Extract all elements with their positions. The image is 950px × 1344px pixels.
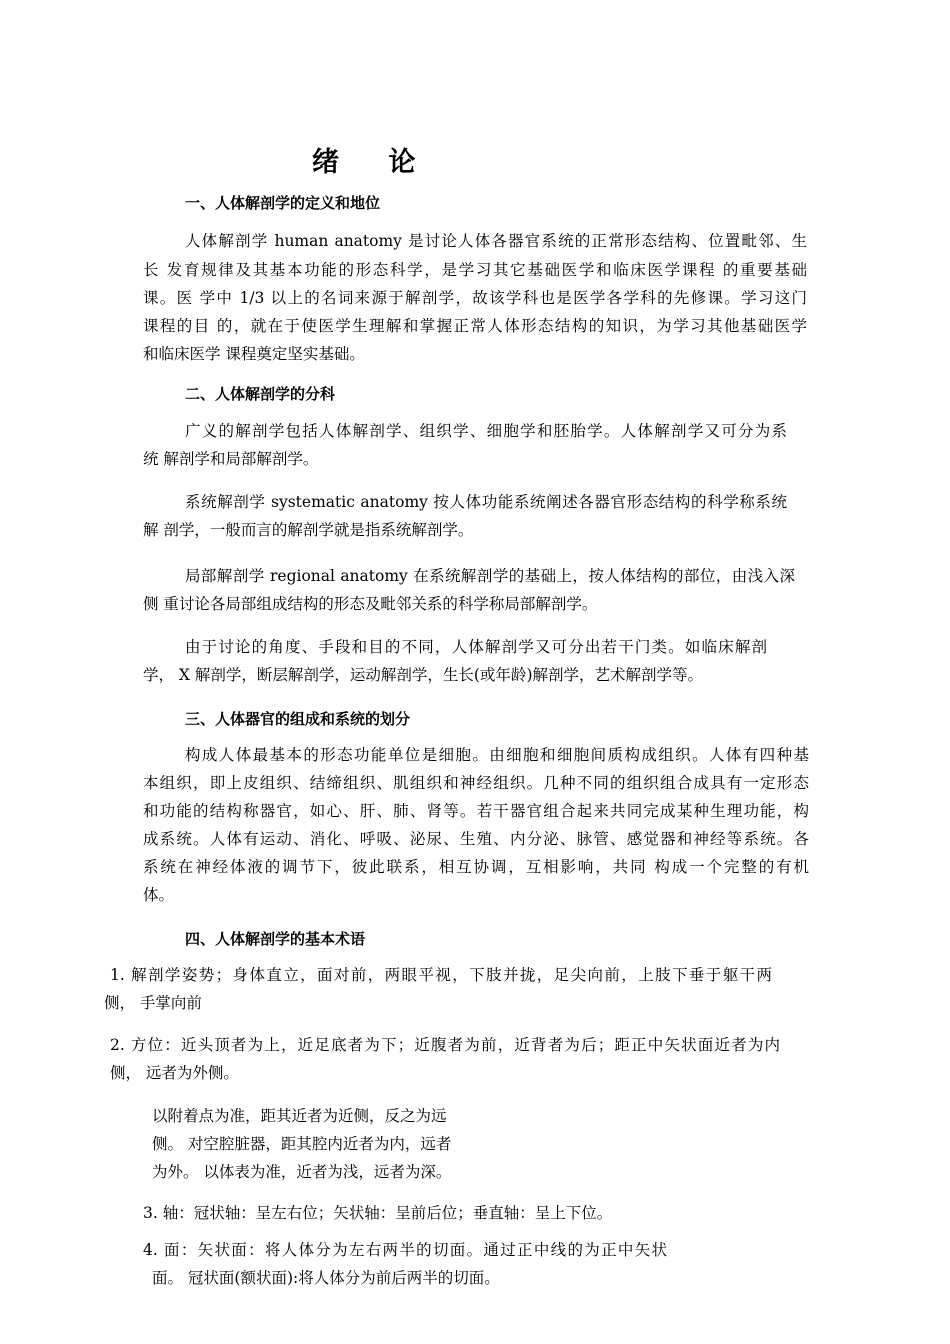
s2-p1-line-1: 广义的解剖学包括人体解剖学、组织学、细胞学和胚胎学。人体解剖学又可分为系: [185, 422, 787, 440]
term-2b-line-3: 为外。 以体表为准，近者为浅，远者为深。: [152, 1163, 452, 1181]
s2-p1-line-2: 统 解剖学和局部解剖学。: [143, 450, 319, 468]
term-2b-line-1: 以附着点为准，距其近者为近侧，反之为远: [152, 1107, 447, 1125]
s3-line-6: 体。: [143, 886, 175, 904]
section-heading-3: 三、人体器官的组成和系统的划分: [185, 710, 411, 728]
term-2-line-1: 2. 方位：近头顶者为上，近足底者为下；近腹者为前，近背者为后；距正中矢状面近者为内: [110, 1036, 780, 1054]
s3-line-5: 系统在神经体液的调节下，彼此联系，相互协调，互相影响，共同 构成一个完整的有机: [143, 858, 809, 876]
section-heading-1: 一、人体解剖学的定义和地位: [185, 194, 381, 212]
term-1-line-1: 1. 解剖学姿势；身体直立，面对前，两眼平视，下肢并拢，足尖向前，上肢下垂于躯干两: [110, 966, 772, 984]
s1-line-1: 人体解剖学 human anatomy 是讨论人体各器官系统的正常形态结构、位置毗邻、生: [185, 232, 807, 250]
term-3: 3. 轴：冠状轴：呈左右位；矢状轴：呈前后位；垂直轴：呈上下位。: [143, 1204, 613, 1222]
term-4-line-2: 面。 冠状面(额状面):将人体分为前后两半的切面。: [152, 1269, 500, 1287]
s2-p3-line-1: 局部解剖学 regional anatomy 在系统解剖学的基础上，按人体结构的部位，由浅入深: [185, 567, 795, 585]
s2-p4-line-1: 由于讨论的角度、手段和目的不同，人体解剖学又可分出若干门类。如临床解剖: [185, 638, 767, 656]
s2-p2-line-2: 解 剖学，一般而言的解剖学就是指系统解剖学。: [143, 521, 474, 539]
section-heading-4: 四、人体解剖学的基本术语: [185, 930, 366, 948]
s1-line-5: 和临床医学 课程奠定坚实基础。: [143, 345, 365, 363]
term-2b-line-2: 侧。 对空腔脏器，距其腔内近者为内，远者: [152, 1135, 452, 1153]
page-title: 绪 论: [312, 147, 436, 178]
s1-line-4: 课程的目 的，就在于使医学生理解和掌握正常人体形态结构的知识，为学习其他基础医学: [143, 317, 807, 335]
s3-line-2: 本组织，即上皮组织、结缔组织、肌组织和神经组织。几种不同的组织组合成具有一定形态: [143, 774, 809, 792]
s1-line-3: 课。医 学中 1/3 以上的名词来源于解剖学，故该学科也是医学各学科的先修课。学习这门: [143, 289, 807, 307]
s2-p3-line-2: 侧 重讨论各局部组成结构的形态及毗邻关系的科学称局部解剖学。: [143, 595, 598, 613]
s3-line-4: 成系统。人体有运动、消化、呼吸、泌尿、生殖、内分泌、脉管、感觉器和神经等系统。各: [143, 830, 809, 848]
s3-line-1: 构成人体最基本的形态功能单位是细胞。由细胞和细胞间质构成组织。人体有四种基: [185, 746, 809, 764]
s2-p4-line-2: 学， X 解剖学，断层解剖学，运动解剖学，生长(或年龄)解剖学，艺术解剖学等。: [143, 666, 703, 684]
s2-p2-line-1: 系统解剖学 systematic anatomy 按人体功能系统阐述各器官形态结构的科学称系统: [185, 493, 787, 511]
s3-line-3: 和功能的结构称器官，如心、肝、肺、肾等。若干器官组合起来共同完成某种生理功能，构: [143, 802, 809, 820]
term-1-line-2: 侧， 手掌向前: [104, 994, 202, 1012]
term-4-line-1: 4. 面：矢状面：将人体分为左右两半的切面。通过正中线的为正中矢状: [143, 1241, 667, 1259]
term-2-line-2: 侧， 远者为外侧。: [110, 1064, 239, 1082]
section-heading-2: 二、人体解剖学的分科: [185, 385, 336, 403]
s1-line-2: 长 发育规律及其基本功能的形态科学，是学习其它基础医学和临床医学课程 的重要基础: [143, 261, 807, 279]
